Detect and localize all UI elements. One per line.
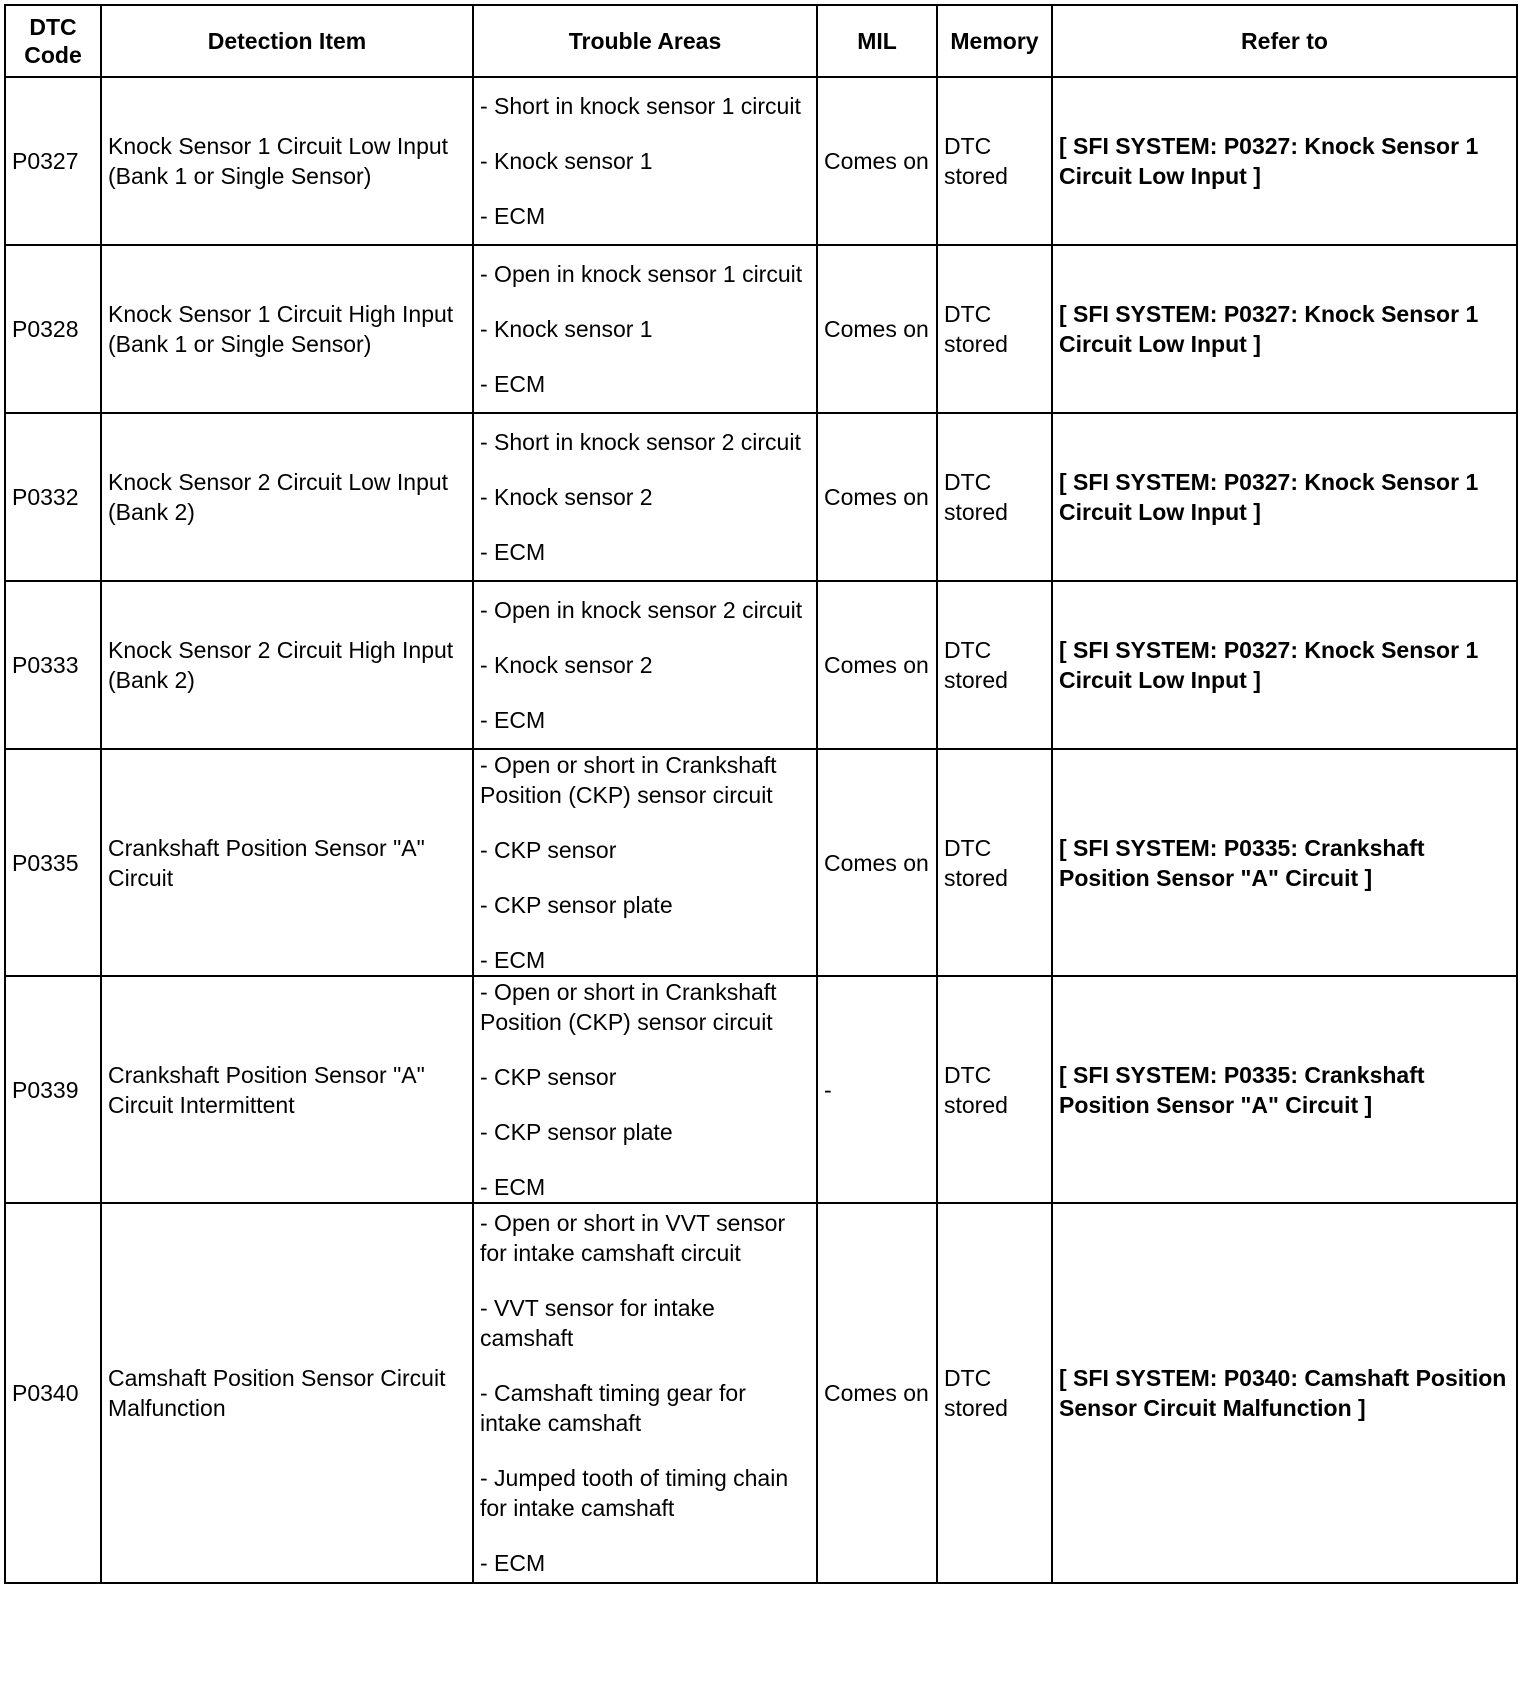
trouble-area-item: - Knock sensor 2 xyxy=(480,484,653,510)
trouble-area-item: - Open or short in VVT sensor for intake camshaft circuit xyxy=(480,1210,786,1266)
detection-item-cell: Knock Sensor 1 Circuit High Input (Bank 1 or Single Sensor) xyxy=(101,245,473,413)
memory-cell: DTC stored xyxy=(937,749,1052,976)
dtc-code-cell: P0335 xyxy=(5,749,101,976)
trouble-area-item: - VVT sensor for intake camshaft xyxy=(480,1295,715,1351)
trouble-area-item: - ECM xyxy=(480,539,546,565)
trouble-area-item: - ECM xyxy=(480,1550,546,1576)
trouble-area-item: - Knock sensor 1 xyxy=(480,148,653,174)
header-mil: MIL xyxy=(817,5,937,77)
dtc-code-cell: P0340 xyxy=(5,1203,101,1583)
detection-item-cell: Crankshaft Position Sensor "A" Circuit xyxy=(101,749,473,976)
refer-to-cell: [ SFI SYSTEM: P0327: Knock Sensor 1 Circuit Low Input ] xyxy=(1052,77,1517,245)
trouble-area-item: - Short in knock sensor 2 circuit xyxy=(480,429,801,455)
trouble-areas-cell xyxy=(473,413,817,581)
detection-item-cell: Camshaft Position Sensor Circuit Malfunction xyxy=(101,1203,473,1583)
detection-item-cell: Knock Sensor 2 Circuit Low Input (Bank 2) xyxy=(101,413,473,581)
dtc-code-cell: P0333 xyxy=(5,581,101,749)
trouble-areas-cell xyxy=(473,1203,817,1583)
mil-cell: Comes on xyxy=(817,1203,937,1583)
trouble-areas-cell xyxy=(473,976,817,1203)
trouble-areas-cell xyxy=(473,77,817,245)
trouble-area-item: - CKP sensor xyxy=(480,1064,617,1090)
mil-cell: Comes on xyxy=(817,413,937,581)
trouble-area-item: - Open in knock sensor 2 circuit xyxy=(480,597,803,623)
memory-cell: DTC stored xyxy=(937,1203,1052,1583)
table-body xyxy=(5,77,1517,1583)
refer-to-cell: [ SFI SYSTEM: P0335: Crankshaft Position Sensor "A" Circuit ] xyxy=(1052,976,1517,1203)
trouble-area-item: - ECM xyxy=(480,1174,546,1200)
table-row xyxy=(5,245,1517,413)
detection-item-cell: Knock Sensor 2 Circuit High Input (Bank 2) xyxy=(101,581,473,749)
header-dtc-code: DTC Code xyxy=(5,5,101,77)
header-trouble-areas: Trouble Areas xyxy=(473,5,817,77)
detection-item-cell: Knock Sensor 1 Circuit Low Input (Bank 1 or Single Sensor) xyxy=(101,77,473,245)
header-refer-to: Refer to xyxy=(1052,5,1517,77)
trouble-area-item: - Open in knock sensor 1 circuit xyxy=(480,261,803,287)
trouble-area-item: - Camshaft timing gear for intake camshaft xyxy=(480,1380,746,1436)
dtc-code-cell: P0339 xyxy=(5,976,101,1203)
trouble-area-item: - Open or short in Crankshaft Position (CKP) sensor circuit xyxy=(480,752,777,808)
trouble-area-item: - ECM xyxy=(480,707,546,733)
table-row xyxy=(5,1203,1517,1583)
mil-cell: Comes on xyxy=(817,77,937,245)
header-memory: Memory xyxy=(937,5,1052,77)
table-row xyxy=(5,413,1517,581)
dtc-table xyxy=(4,4,1518,1584)
table-row xyxy=(5,77,1517,245)
trouble-area-item: - ECM xyxy=(480,371,546,397)
refer-to-cell: [ SFI SYSTEM: P0340: Camshaft Position Sensor Circuit Malfunction ] xyxy=(1052,1203,1517,1583)
refer-to-cell: [ SFI SYSTEM: P0335: Crankshaft Position Sensor "A" Circuit ] xyxy=(1052,749,1517,976)
trouble-area-item: - CKP sensor xyxy=(480,837,617,863)
trouble-area-item: - CKP sensor plate xyxy=(480,892,673,918)
header-detection-item: Detection Item xyxy=(101,5,473,77)
refer-to-cell: [ SFI SYSTEM: P0327: Knock Sensor 1 Circuit Low Input ] xyxy=(1052,413,1517,581)
dtc-code-cell: P0328 xyxy=(5,245,101,413)
table-row xyxy=(5,581,1517,749)
trouble-area-item: - ECM xyxy=(480,947,546,973)
header-row xyxy=(5,5,1517,77)
memory-cell: DTC stored xyxy=(937,413,1052,581)
trouble-area-item: - CKP sensor plate xyxy=(480,1119,673,1145)
detection-item-cell: Crankshaft Position Sensor "A" Circuit Intermittent xyxy=(101,976,473,1203)
dtc-code-cell: P0327 xyxy=(5,77,101,245)
table-row xyxy=(5,749,1517,976)
mil-cell: Comes on xyxy=(817,245,937,413)
trouble-area-item: - Knock sensor 2 xyxy=(480,652,653,678)
trouble-area-item: - ECM xyxy=(480,203,546,229)
memory-cell: DTC stored xyxy=(937,581,1052,749)
trouble-areas-cell xyxy=(473,749,817,976)
trouble-area-item: - Knock sensor 1 xyxy=(480,316,653,342)
refer-to-cell: [ SFI SYSTEM: P0327: Knock Sensor 1 Circuit Low Input ] xyxy=(1052,245,1517,413)
table-row xyxy=(5,976,1517,1203)
memory-cell: DTC stored xyxy=(937,77,1052,245)
table-header xyxy=(5,5,1517,77)
refer-to-cell: [ SFI SYSTEM: P0327: Knock Sensor 1 Circuit Low Input ] xyxy=(1052,581,1517,749)
mil-cell: Comes on xyxy=(817,581,937,749)
trouble-areas-cell xyxy=(473,581,817,749)
trouble-area-item: - Open or short in Crankshaft Position (CKP) sensor circuit xyxy=(480,979,777,1035)
dtc-code-cell: P0332 xyxy=(5,413,101,581)
trouble-area-item: - Jumped tooth of timing chain for intake camshaft xyxy=(480,1465,789,1521)
mil-cell: - xyxy=(817,976,937,1203)
trouble-areas-cell xyxy=(473,245,817,413)
trouble-area-item: - Short in knock sensor 1 circuit xyxy=(480,93,801,119)
mil-cell: Comes on xyxy=(817,749,937,976)
memory-cell: DTC stored xyxy=(937,245,1052,413)
memory-cell: DTC stored xyxy=(937,976,1052,1203)
